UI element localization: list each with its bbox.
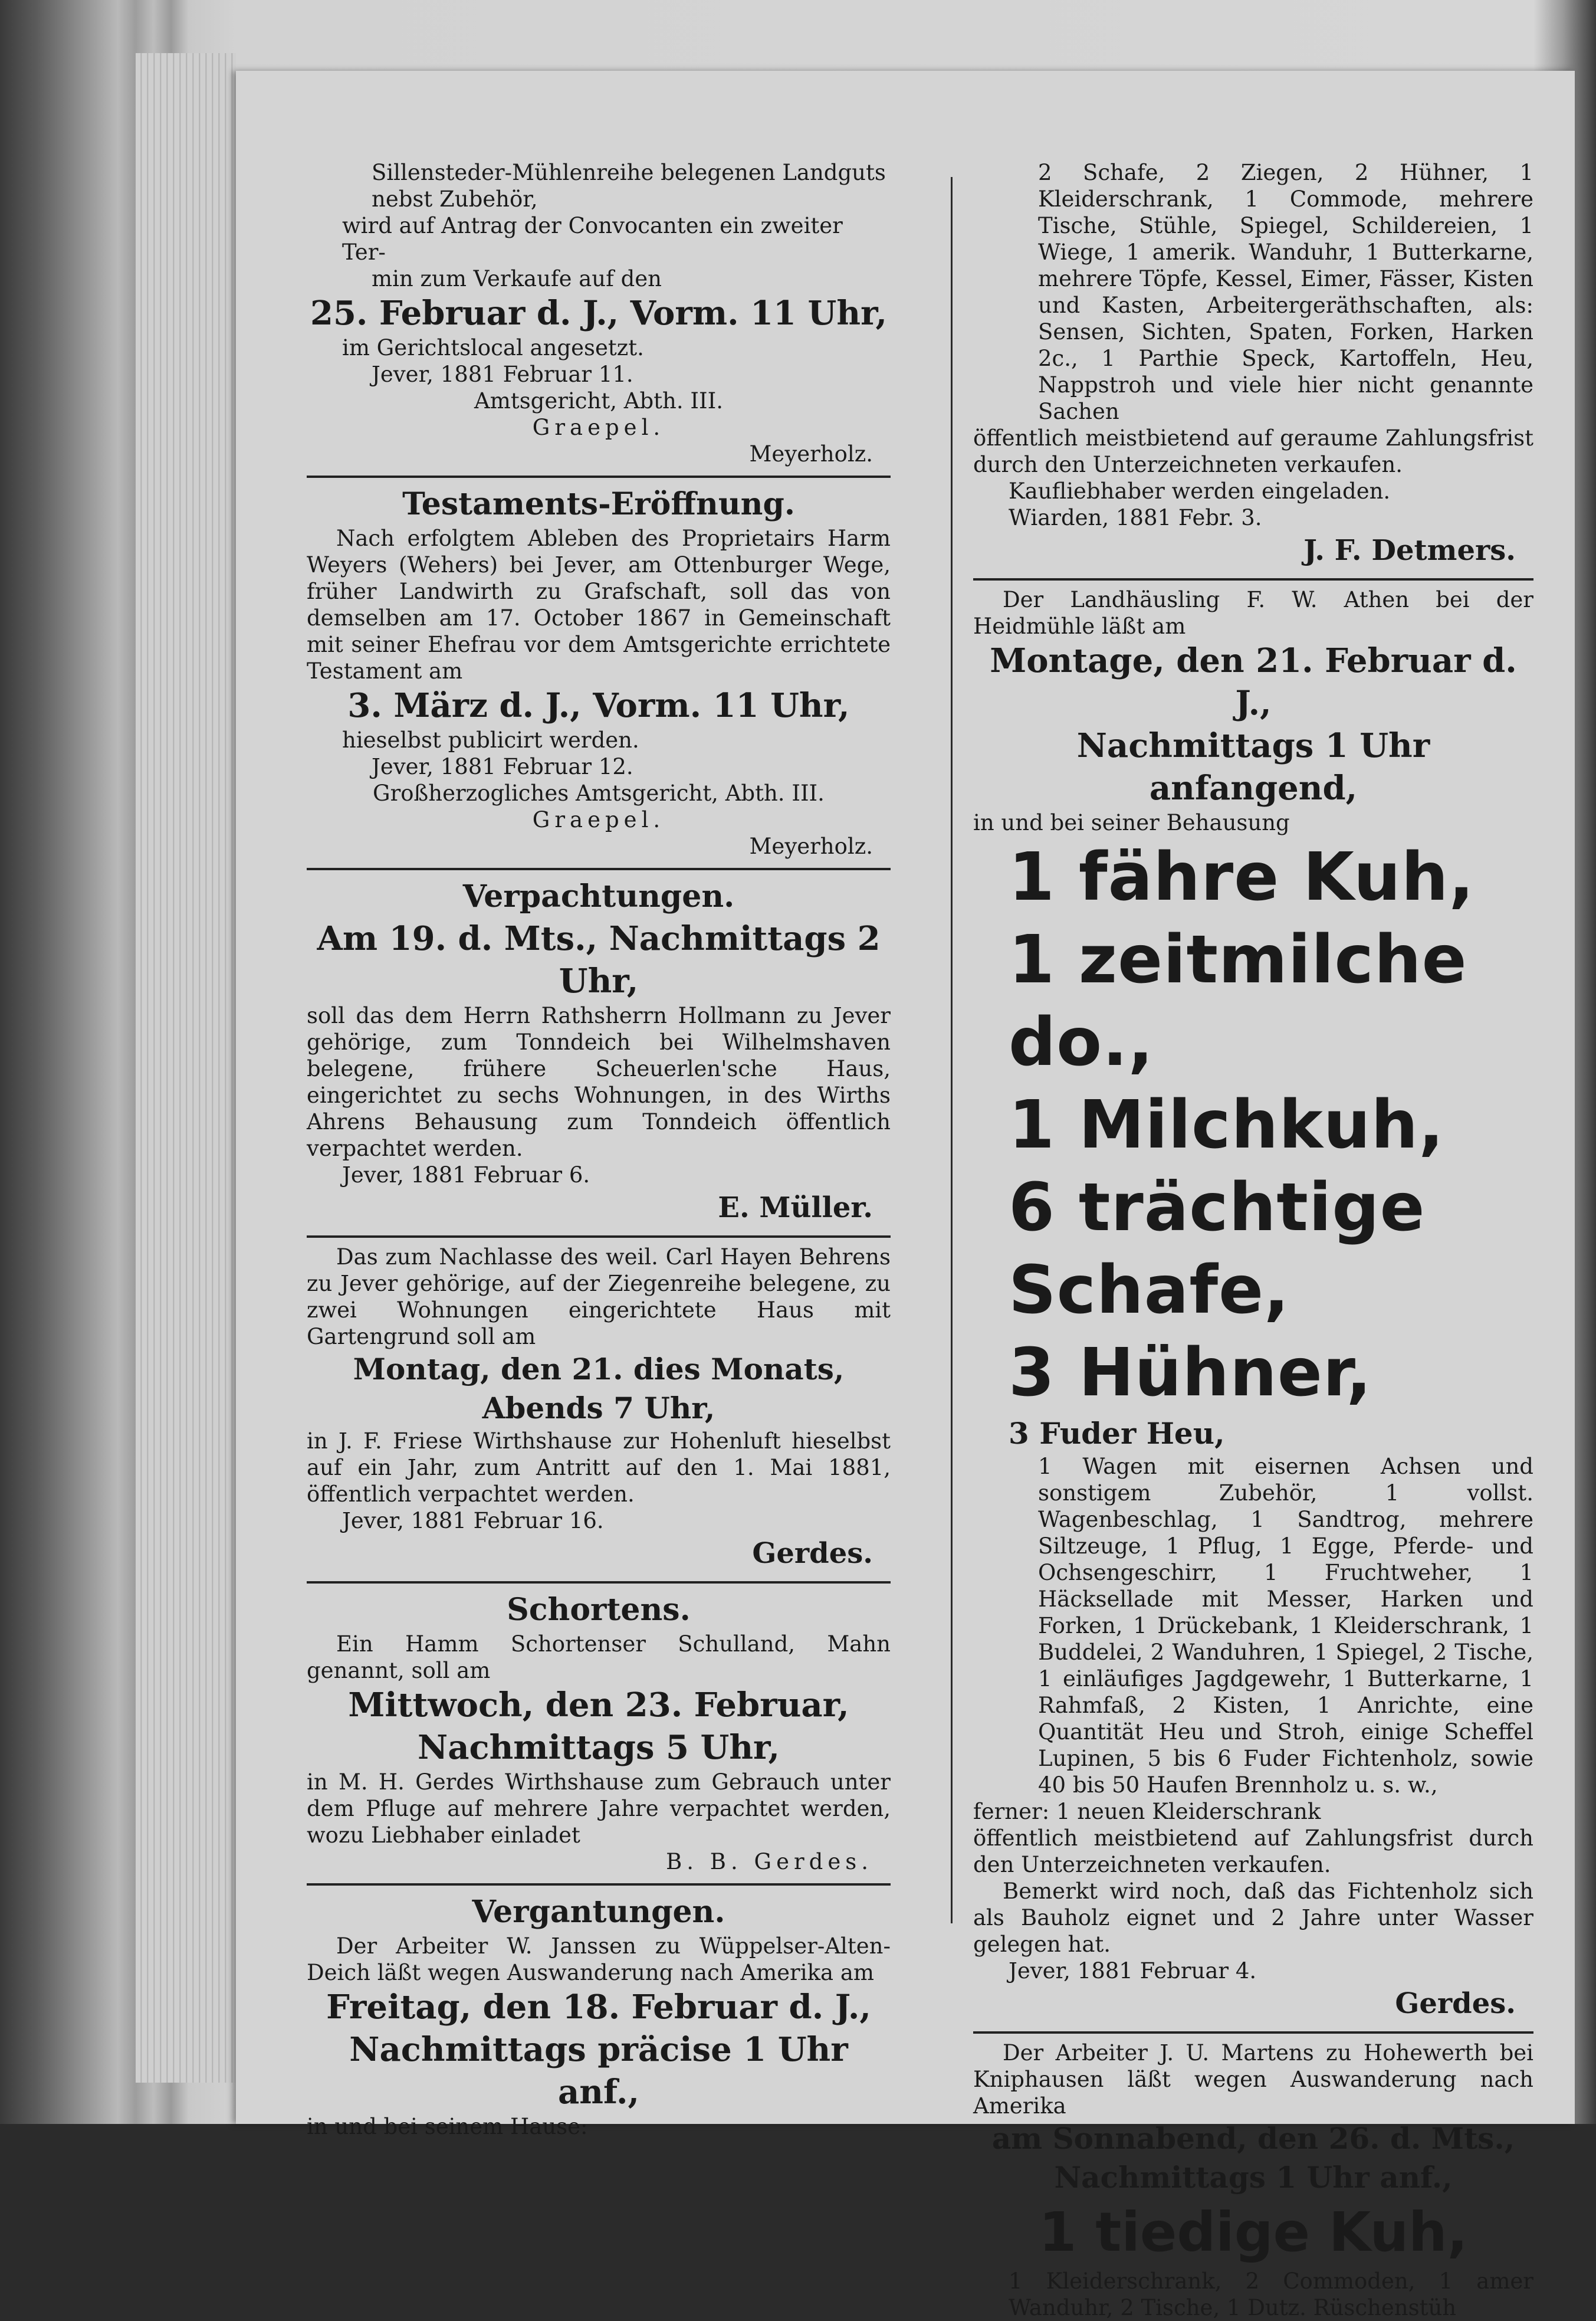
notice-body: in J. F. Friese Wirthshause zur Hohenluft hieselbst auf ein Jahr, zum Antritt auf den 1. Mai 1881, öffentlich verpachtet werden. — [307, 1428, 891, 1507]
divider — [973, 578, 1533, 581]
notice-line: im Gerichtslocal angesetzt. — [342, 335, 644, 360]
notice-body: 2 Schafe, 2 Ziegen, 2 Hühner, 1 Kleiderschrank, 1 Commode, mehrere Tische, Stühle, Spiegel, Schildereien, 1 Wiege, 1 amerik. Wanduhr, 1 Butterkarne, mehrere Töpfe, Kessel, Eimer, Fässer, Kisten und Kasten, Arbeitergeräthschaften, als: Sensen, Sichten, Spaten, Forken, Harken 2c., 1 Parthie Speck, Kartoffeln, Heu, Nappstroh und viele hier nicht genannte Sachen — [1038, 160, 1533, 424]
notice-time: Nachmittags präcise 1 Uhr anf., — [349, 2030, 848, 2112]
notice-date: Montag, den 21. dies Monats, — [353, 1352, 845, 1386]
notice-line: ferner: 1 neuen Kleiderschrank — [973, 1799, 1321, 1824]
notice-body: Der Arbeiter J. U. Martens zu Hohewerth bei Kniphausen läßt wegen Auswanderung nach Amerika — [973, 2040, 1533, 2119]
notice-schortens — [307, 1589, 891, 1875]
notice-place-date: Jever, 1881 Februar 12. — [372, 754, 633, 779]
notice-date: Freitag, den 18. Februar d. J., — [326, 1988, 871, 2027]
notice-place-date: Jever, 1881 Februar 6. — [342, 1162, 590, 1188]
notice-date: 25. Februar d. J., Vorm. 11 Uhr, — [310, 294, 887, 333]
notice-line: in und bei seinem Hause: — [307, 2114, 588, 2139]
notice-time: Abends 7 Uhr, — [482, 1391, 715, 1425]
right-column — [973, 159, 1533, 2321]
notice-place-date: Wiarden, 1881 Febr. 3. — [1009, 505, 1262, 530]
notice-court: Großherzogliches Amtsgericht, Abth. III. — [373, 781, 825, 806]
notice-line: min zum Verkaufe auf den — [372, 266, 662, 291]
notice-body: Der Arbeiter W. Janssen zu Wüppelser-Alten-Deich läßt wegen Auswanderung nach Amerika am — [307, 1933, 891, 1985]
notice-signature: Meyerholz. — [749, 441, 873, 467]
auction-item: 1 Milchkuh, — [1009, 1087, 1444, 1163]
notice-signature: Gerdes. — [1395, 1987, 1516, 2020]
notice-court: Amtsgericht, Abth. III. — [474, 388, 723, 414]
notice-body: Ein Hamm Schortenser Schulland, Mahn genannt, soll am — [307, 1631, 891, 1683]
notice-body: 1 Kleiderschrank, 2 Commoden, 1 amer Wanduhr, 2 Tische, 1 Dutz. Rüschenstüh — [1009, 2268, 1533, 2320]
notice-heading: Testaments-Eröffnung. — [402, 486, 795, 522]
left-column — [307, 159, 891, 2140]
notice-body: Das zum Nachlasse des weil. Carl Hayen Behrens zu Jever gehörige, auf der Ziegenreihe belegene, zu zwei Wohnungen eingerichtete Haus mit Gartengrund soll am — [307, 1244, 891, 1349]
notice-line: Sillensteder-Mühlenreihe belegenen Landguts — [372, 160, 886, 185]
notice-signature: J. F. Detmers. — [1303, 534, 1516, 567]
notice-body: Nach erfolgtem Ableben des Proprietairs Harm Weyers (Wehers) bei Jever, am Ottenburger Wege, früher Landwirth zu Grafschaft, soll das von demselben am 17. October 1867 in Gemeinschaft mit seiner Ehefrau vor dem Amtsgerichte errichtete Testament am — [307, 526, 891, 684]
auction-item: 3 Fuder Heu, — [1009, 1416, 1225, 1451]
notice-time: Nachmittags 1 Uhr anf., — [1054, 2160, 1453, 2195]
notice-body: soll das dem Herrn Rathsherrn Hollmann zu Jever gehörige, zum Tonndeich bei Wilhelmshaven belegene, frühere Scheuerlen'sche Haus, eingerichtet zu sechs Wohnungen, in des Wirths Ahrens Behausung zum Tonndeich öffentlich verpachtet werden. — [307, 1003, 891, 1161]
notice-place-date: Jever, 1881 Februar 16. — [342, 1508, 604, 1533]
notice-body: Der Landhäusling F. W. Athen bei der Heidmühle läßt am — [973, 587, 1533, 639]
notice-signature: E. Müller. — [718, 1191, 873, 1224]
notice-signature: Graepel. — [532, 415, 665, 440]
notice-body: Bemerkt wird noch, daß das Fichtenholz sich als Bauholz eignet und 2 Jahre unter Wasser gelegen hat. — [973, 1879, 1533, 1957]
auction-item: 1 tiedige Kuh, — [1039, 2201, 1468, 2264]
notice-heading: Vergantungen. — [472, 1894, 725, 1930]
notice-line: hieselbst publicirt werden. — [342, 727, 639, 753]
notice-place-date: Jever, 1881 Februar 11. — [372, 362, 633, 387]
notice-vergantungen — [307, 1891, 891, 2140]
page-edge-stack — [136, 53, 236, 2083]
auction-item: 1 zeitmilche do., — [1009, 922, 1467, 1081]
notice-date: Montage, den 21. Februar d. J., — [990, 641, 1517, 723]
notice-signature: Graepel. — [532, 807, 665, 832]
divider — [307, 476, 891, 478]
notice-place-date: Jever, 1881 Februar 4. — [1009, 1958, 1257, 1984]
notice-date: Am 19. d. Mts., Nachmittags 2 Uhr, — [317, 919, 881, 1001]
notice-signature: B. B. Gerdes. — [666, 1849, 873, 1874]
auction-item: 3 Hühner, — [1009, 1335, 1372, 1411]
notice-date: am Sonnabend, den 26. d. Mts., — [991, 2121, 1515, 2156]
notice-line: nebst Zubehör, — [372, 186, 538, 212]
notice-time: Nachmittags 1 Uhr anfangend, — [1076, 726, 1430, 808]
notice-heading: Verpachtungen. — [462, 878, 735, 914]
notice-date: 3. März d. J., Vorm. 11 Uhr, — [347, 686, 850, 725]
divider — [307, 1235, 891, 1238]
notice-line: Kaufliebhaber werden eingeladen. — [1009, 478, 1391, 504]
notice-body: in M. H. Gerdes Wirthshause zum Gebrauch unter dem Pfluge auf mehrere Jahre verpachtet werden, wozu Liebhaber einladet — [307, 1769, 891, 1848]
auction-item: 1 fähre Kuh, — [1009, 839, 1475, 916]
divider — [307, 868, 891, 870]
divider — [307, 1883, 891, 1886]
divider — [307, 1581, 891, 1584]
notice-signature: Gerdes. — [752, 1537, 873, 1570]
notice-date: Mittwoch, den 23. Februar, — [348, 1686, 849, 1725]
notice-landgut — [307, 159, 891, 467]
notice-body: 1 Wagen mit eisernen Achsen und sonstigem Zubehör, 1 vollst. Wagenbeschlag, 1 Sandtrog, mehrere Siltzeuge, 1 Pflug, 1 Egge, Pferde- und Ochsengeschirr, 1 Fruchtweher, 1 Häcksellade mit Messer, Harken und Forken, 1 Drückebank, 1 Kleiderschrank, 1 Buddelei, 2 Wanduhren, 1 Spiegel, 2 Tische, 1 einläufiges Jagdgewehr, 1 Butterkarne, 1 Rahmfaß, 2 Kisten, 1 Anrichte, eine Quantität Heu und Stroh, einige Scheffel Lupinen, 5 bis 6 Fuder Fichtenholz, sowie 40 bis 50 Haufen Brennholz u. s. w., — [1038, 1454, 1533, 1798]
notice-body: öffentlich meistbietend auf geraume Zahlungsfrist durch den Unterzeichneten verkaufen. — [973, 425, 1533, 477]
notice-line: wird auf Antrag der Convocanten ein zweiter Ter- — [342, 213, 843, 265]
notice-signature: Meyerholz. — [749, 834, 873, 859]
column-divider — [951, 177, 953, 1923]
notice-heading: Schortens. — [507, 1592, 691, 1628]
notice-time: Nachmittags 5 Uhr, — [418, 1728, 780, 1767]
notice-detmers — [973, 159, 1533, 570]
notice-body: öffentlich meistbietend auf Zahlungsfrist durch den Unterzeichneten verkaufen. — [973, 1825, 1533, 1877]
notice-martens-auction — [973, 2040, 1533, 2321]
notice-testament — [307, 484, 891, 860]
notice-line: in und bei seiner Behausung — [973, 810, 1290, 835]
divider — [973, 2031, 1533, 2034]
auction-item: 6 trächtige Schafe, — [1009, 1169, 1426, 1329]
notice-athen-auction — [973, 586, 1533, 2023]
notice-behrens-house — [307, 1244, 891, 1573]
notice-verpachtungen — [307, 876, 891, 1227]
